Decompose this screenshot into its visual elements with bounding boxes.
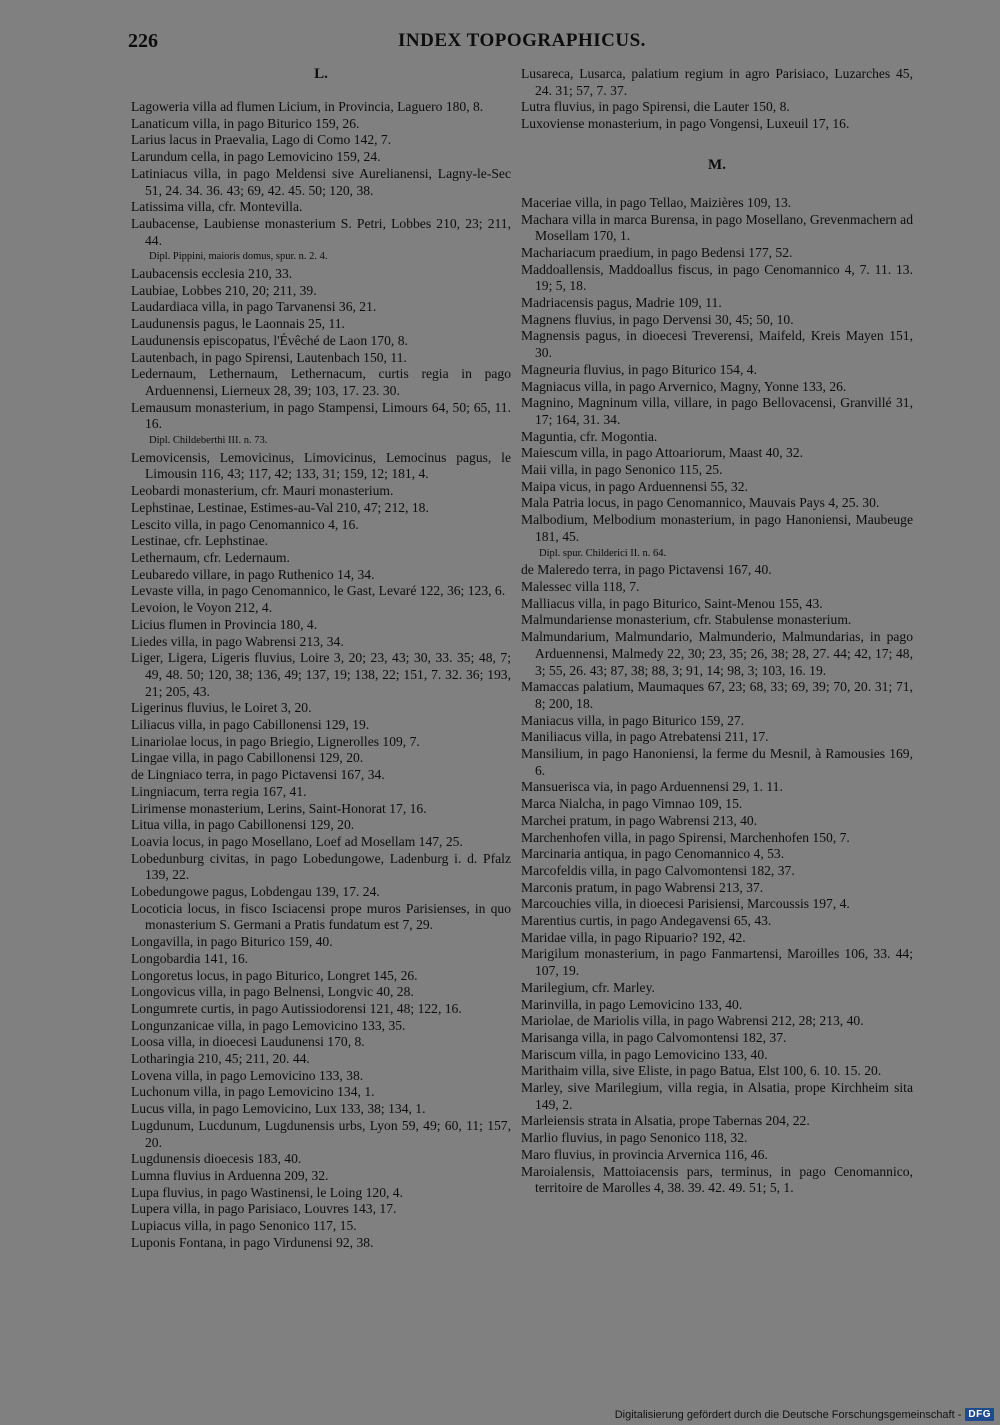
index-entry: Lirimense monasterium, Lerins, Saint-Honorat 17, 16. xyxy=(131,800,427,816)
diploma-note: Dipl. spur. Childerici II. n. 64. xyxy=(539,547,667,559)
index-entry: Malessec villa 118, 7. xyxy=(521,578,640,594)
index-entry: Mansuerisca via, in pago Arduennensi 29, 1. 11. xyxy=(521,779,783,795)
footer-text: Digitalisierung gefördert durch die Deutsche Forschungsgemeinschaft - xyxy=(614,1408,962,1421)
diploma-note: Dipl. Childeberthi III. n. 73. xyxy=(149,435,268,447)
index-entry: Lupiacus villa, in pago Senonico 117, 15. xyxy=(131,1218,357,1234)
index-entry: Mariscum villa, in pago Lemovicino 133, 40. xyxy=(521,1046,768,1062)
index-entry: Longumrete curtis, in pago Autissiodorensi 121, 48; 122, 16. xyxy=(131,1000,462,1016)
index-entry: Marigilum monasterium, in pago Fanmartensi, Maroilles 106, 33. 44; 107, 19. xyxy=(521,946,913,979)
index-entry: Ledernaum, Lethernaum, Lethernacum, curtis regia in pago Arduennensi, Lierneux 28, 39; 103, 17. 23. 30. xyxy=(131,366,511,398)
index-entry: Lugdunum, Lucdunum, Lugdunensis urbs, Lyon 59, 49; 60, 11; 157, 20. xyxy=(131,1117,511,1150)
index-entry: Lagoweria villa ad flumen Licium, in Provincia, Laguero 180, 8. xyxy=(131,99,484,114)
index-entry: Ligerinus fluvius, le Loiret 3, 20. xyxy=(131,700,312,716)
index-entry: Lescito villa, in pago Cenomannico 4, 16. xyxy=(131,516,359,532)
index-entry: Lucus villa, in pago Lemovicino, Lux 133, 38; 134, 1. xyxy=(131,1101,426,1117)
index-entry: Loavia locus, in pago Mosellano, Loef ad Mosellam 147, 25. xyxy=(131,833,463,849)
index-entry: Longovicus villa, in pago Belnensi, Longvic 40, 28. xyxy=(131,984,414,1000)
index-entry: Marcouchies villa, in dioecesi Parisiensi, Marcoussis 197, 4. xyxy=(521,896,850,912)
index-entry: Levaste villa, in pago Cenomannico, le Gast, Levaré 122, 36; 123, 6. xyxy=(131,583,506,599)
index-entry: Lusareca, Lusarca, palatium regium in agro Parisiaco, Luzarches 45, 24. 31; 57, 7. 37. xyxy=(521,66,913,98)
index-entry: Laudunensis episcopatus, l'Évêché de Laon 170, 8. xyxy=(131,332,408,348)
index-entry: Marleiensis strata in Alsatia, prope Tabernas 204, 22. xyxy=(521,1113,810,1129)
index-entry: Lingae villa, in pago Cabillonensi 129, 20. xyxy=(131,750,364,766)
index-entry: Maii villa, in pago Senonico 115, 25. xyxy=(521,462,723,478)
index-entry: Marcinaria antiqua, in pago Cenomannico 4, 53. xyxy=(521,846,785,862)
index-entry: Marithaim villa, sive Eliste, in pago Batua, Elst 100, 6. 10. 15. 20. xyxy=(521,1063,882,1079)
index-entry: Laudunensis pagus, le Laonnais 25, 11. xyxy=(131,316,345,332)
index-entry: Maddoallensis, Maddoallus fiscus, in pago Cenomannico 4, 7. 11. 13. 19; 5, 18. xyxy=(521,261,913,294)
index-entry: Marentius curtis, in pago Andegavensi 65, 43. xyxy=(521,913,772,929)
index-entry: Marley, sive Marilegium, villa regia, in Alsatia, prope Kirchheim sita 149, 2. xyxy=(521,1080,913,1112)
left-column xyxy=(131,66,511,1252)
left-entry-list xyxy=(131,99,511,1252)
index-entry: Marinvilla, in pago Lemovicino 133, 40. xyxy=(521,996,743,1012)
page-number: 226 xyxy=(128,30,158,52)
index-entry: Maiescum villa, in pago Attoariorum, Maast 40, 32. xyxy=(521,445,804,461)
index-entry: Longunzanicae villa, in pago Lemovicino 133, 35. xyxy=(131,1017,406,1033)
index-entry: Longavilla, in pago Biturico 159, 40. xyxy=(131,934,333,950)
right-entry-list xyxy=(521,195,913,1197)
index-entry: Laubacense, Laubiense monasterium S. Petri, Lobbes 210, 23; 211, 44. xyxy=(131,215,511,248)
index-entry: Liger, Ligera, Ligeris fluvius, Loire 3, 20; 23, 43; 30, 33. 35; 48, 7; 49, 48. 50; 120, 38; 136, 49; 137, 19; 138, 22; 151, 7. 32. 36; 193, 21; 205, 43. xyxy=(131,650,511,699)
index-entry: Maipa vicus, in pago Arduennensi 55, 32. xyxy=(521,478,748,494)
index-entry: Malmundariense monasterium, cfr. Stabulense monasterium. xyxy=(521,612,852,628)
index-entry: de Lingniaco terra, in pago Pictavensi 167, 34. xyxy=(131,767,385,783)
index-entry: Lovena villa, in pago Lemovicino 133, 38. xyxy=(131,1067,364,1083)
index-entry: Marconis pratum, in pago Wabrensi 213, 37. xyxy=(521,879,764,895)
right-entry-list-continued xyxy=(521,66,913,133)
index-entry: Locoticia locus, in fisco Isciacensi prope muros Parisienses, in quo monasterium S. Germani a Pratis fundatum est 7, 29. xyxy=(131,900,511,933)
footer xyxy=(615,1408,994,1421)
index-entry: Magnino, Magninum villa, villare, in pago Bellovacensi, Granvillé 31, 17; 164, 31. 34. xyxy=(521,395,913,427)
section-heading-l: L. xyxy=(314,66,328,82)
index-entry: Lumna fluvius in Arduenna 209, 32. xyxy=(131,1168,329,1183)
index-entry: Linariolae locus, in pago Briegio, Lignerolles 109, 7. xyxy=(131,733,420,749)
running-title: INDEX TOPOGRAPHICUS. xyxy=(398,30,646,51)
index-entry: Luchonum villa, in pago Lemovicino 134, 1. xyxy=(131,1084,375,1100)
dfg-logo: DFG xyxy=(965,1408,994,1421)
index-entry: Latissima villa, cfr. Montevilla. xyxy=(131,199,303,215)
index-entry: Lemausum monasterium, in pago Stampensi, Limours 64, 50; 65, 11. 16. xyxy=(131,399,511,432)
index-entry: Malliacus villa, in pago Biturico, Saint-Menou 155, 43. xyxy=(521,595,823,611)
index-entry: Loosa villa, in dioecesi Laudunensi 170, 8. xyxy=(131,1034,365,1050)
index-entry: Lanaticum villa, in pago Biturico 159, 26. xyxy=(131,115,360,131)
index-entry: Maro fluvius, in provincia Arvernica 116, 46. xyxy=(521,1146,768,1162)
index-entry: Leobardi monasterium, cfr. Mauri monasterium. xyxy=(131,483,394,499)
index-entry: Mansilium, in pago Hanoniensi, la ferme du Mesnil, à Ramousies 169, 6. xyxy=(521,746,913,778)
index-entry: Magnensis pagus, in dioecesi Treverensi, Maifeld, Kreis Mayen 151, 30. xyxy=(521,328,913,361)
index-entry: Maroialensis, Mattoiacensis pars, terminus, in pago Cenomannico, territoire de Marolles 4, 38. 39. 42. 49. 51; 5, 1. xyxy=(521,1163,913,1196)
index-entry: Luxoviense monasterium, in pago Vongensi, Luxeuil 17, 16. xyxy=(521,116,850,132)
index-entry: Malbodium, Melbodium monasterium, in pago Hanoniensi, Maubeuge 181, 45. xyxy=(521,512,913,544)
index-entry: Marisanga villa, in pago Calvomontensi 182, 37. xyxy=(521,1029,787,1045)
index-entry: Lutra fluvius, in pago Spirensi, die Lauter 150, 8. xyxy=(521,99,790,115)
index-entry: Machara villa in marca Burensa, in pago Mosellano, Grevenmachern ad Mosellam 170, 1. xyxy=(521,211,913,244)
index-entry: Marcofeldis villa, in pago Calvomontensi 182, 37. xyxy=(521,862,795,878)
index-entry: Magniacus villa, in pago Arvernico, Magny, Yonne 133, 26. xyxy=(521,378,847,394)
index-entry: Larundum cella, in pago Lemovicino 159, 24. xyxy=(131,149,381,165)
index-entry: de Maleredo terra, in pago Pictavensi 167, 40. xyxy=(521,562,772,578)
index-entry: Maridae villa, in pago Ripuario? 192, 42. xyxy=(521,929,746,945)
index-entry: Lobedungowe pagus, Lobdengau 139, 17. 24. xyxy=(131,884,380,900)
index-entry: Laubiae, Lobbes 210, 20; 211, 39. xyxy=(131,282,317,298)
index-entry: Lingniacum, terra regia 167, 41. xyxy=(131,783,307,799)
index-entry: Levoion, le Voyon 212, 4. xyxy=(131,600,273,616)
index-entry: Madriacensis pagus, Madrie 109, 11. xyxy=(521,295,722,311)
index-entry: Lephstinae, Lestinae, Estimes-au-Val 210, 47; 212, 18. xyxy=(131,499,429,515)
index-entry: Maniacus villa, in pago Biturico 159, 27. xyxy=(521,712,745,728)
index-entry: Leubaredo villare, in pago Ruthenico 14, 34. xyxy=(131,566,375,582)
index-entry: Lupera villa, in pago Parisiaco, Louvres 143, 17. xyxy=(131,1201,397,1217)
index-entry: Longoretus locus, in pago Biturico, Longret 145, 26. xyxy=(131,967,418,983)
index-entry: Lethernaum, cfr. Ledernaum. xyxy=(131,549,290,565)
index-entry: Maguntia, cfr. Mogontia. xyxy=(521,428,658,444)
index-entry: Mariolae, de Mariolis villa, in pago Wabrensi 212, 28; 213, 40. xyxy=(521,1013,864,1029)
index-entry: Malmundarium, Malmundario, Malmunderio, Malmundarias, in pago Arduennensi, Malmedy 22, 30; 23, 35; 26, 38; 28, 27. 44; 42, 17; 48, 3; 55, 26. 43; 87, 38; 88, 3; 91, 14; 98, 3; 103, 16. 19. xyxy=(521,629,913,678)
index-entry: Lugdunensis dioecesis 183, 40. xyxy=(131,1151,302,1167)
index-entry: Lupa fluvius, in pago Wastinensi, le Loing 120, 4. xyxy=(131,1184,404,1200)
index-entry: Lautenbach, in pago Spirensi, Lautenbach 150, 11. xyxy=(131,349,407,365)
diploma-note: Dipl. Pippini, maioris domus, spur. n. 2. 4. xyxy=(149,251,328,263)
index-entry: Maniliacus villa, in pago Atrebatensi 211, 17. xyxy=(521,729,769,745)
section-heading-m: M. xyxy=(708,156,726,173)
index-entry: Liliacus villa, in pago Cabillonensi 129, 19. xyxy=(131,717,370,733)
index-entry: Lotharingia 210, 45; 211, 20. 44. xyxy=(131,1051,310,1067)
index-entry: Maceriae villa, in pago Tellao, Maizières 109, 13. xyxy=(521,194,792,210)
index-entry: Lestinae, cfr. Lephstinae. xyxy=(131,533,269,549)
index-entry: Mala Patria locus, in pago Cenomannico, Mauvais Pays 4, 25. 30. xyxy=(521,495,880,511)
index-entry: Licius flumen in Provincia 180, 4. xyxy=(131,616,318,632)
index-entry: Liedes villa, in pago Wabrensi 213, 34. xyxy=(131,633,344,649)
index-entry: Marlio fluvius, in pago Senonico 118, 32. xyxy=(521,1130,748,1146)
index-entry: Marchei pratum, in pago Wabrensi 213, 40. xyxy=(521,812,758,828)
index-entry: Luponis Fontana, in pago Virdunensi 92, 38. xyxy=(131,1234,374,1250)
index-entry: Marca Nialcha, in pago Vimnao 109, 15. xyxy=(521,796,743,812)
index-entry: Longobardia 141, 16. xyxy=(131,950,249,966)
index-entry: Marchenhofen villa, in pago Spirensi, Marchenhofen 150, 7. xyxy=(521,829,850,845)
index-entry: Marilegium, cfr. Marley. xyxy=(521,979,655,995)
index-entry: Machariacum praedium, in pago Bedensi 177, 52. xyxy=(521,244,793,260)
index-entry: Magnens fluvius, in pago Dervensi 30, 45; 50, 10. xyxy=(521,311,794,327)
index-entry: Laudardiaca villa, in pago Tarvanensi 36, 21. xyxy=(131,299,377,315)
index-entry: Laubacensis ecclesia 210, 33. xyxy=(131,266,293,282)
index-entry: Lobedunburg civitas, in pago Lobedungowe, Ladenburg i. d. Pfalz 139, 22. xyxy=(131,850,511,883)
index-entry: Mamaccas palatium, Maumaques 67, 23; 68, 33; 69, 39; 70, 20. 31; 71, 8; 200, 18. xyxy=(521,679,913,711)
index-entry: Lemovicensis, Lemovicinus, Limovicinus, Lemocinus pagus, le Limousin 116, 43; 117, 42; 133, 31; 159, 12; 181, 4. xyxy=(131,449,511,482)
index-entry: Litua villa, in pago Cabillonensi 129, 20. xyxy=(131,817,355,833)
index-entry: Larius lacus in Praevalia, Lago di Como 142, 7. xyxy=(131,132,392,148)
index-entry: Latiniacus villa, in pago Meldensi sive Aurelianensi, Lagny-le-Sec 51, 24. 34. 36. 43; 69, 42. 45. 50; 120, 38. xyxy=(131,165,511,198)
right-column xyxy=(521,66,913,1197)
index-entry: Magneuria fluvius, in pago Biturico 154, 4. xyxy=(521,361,757,377)
